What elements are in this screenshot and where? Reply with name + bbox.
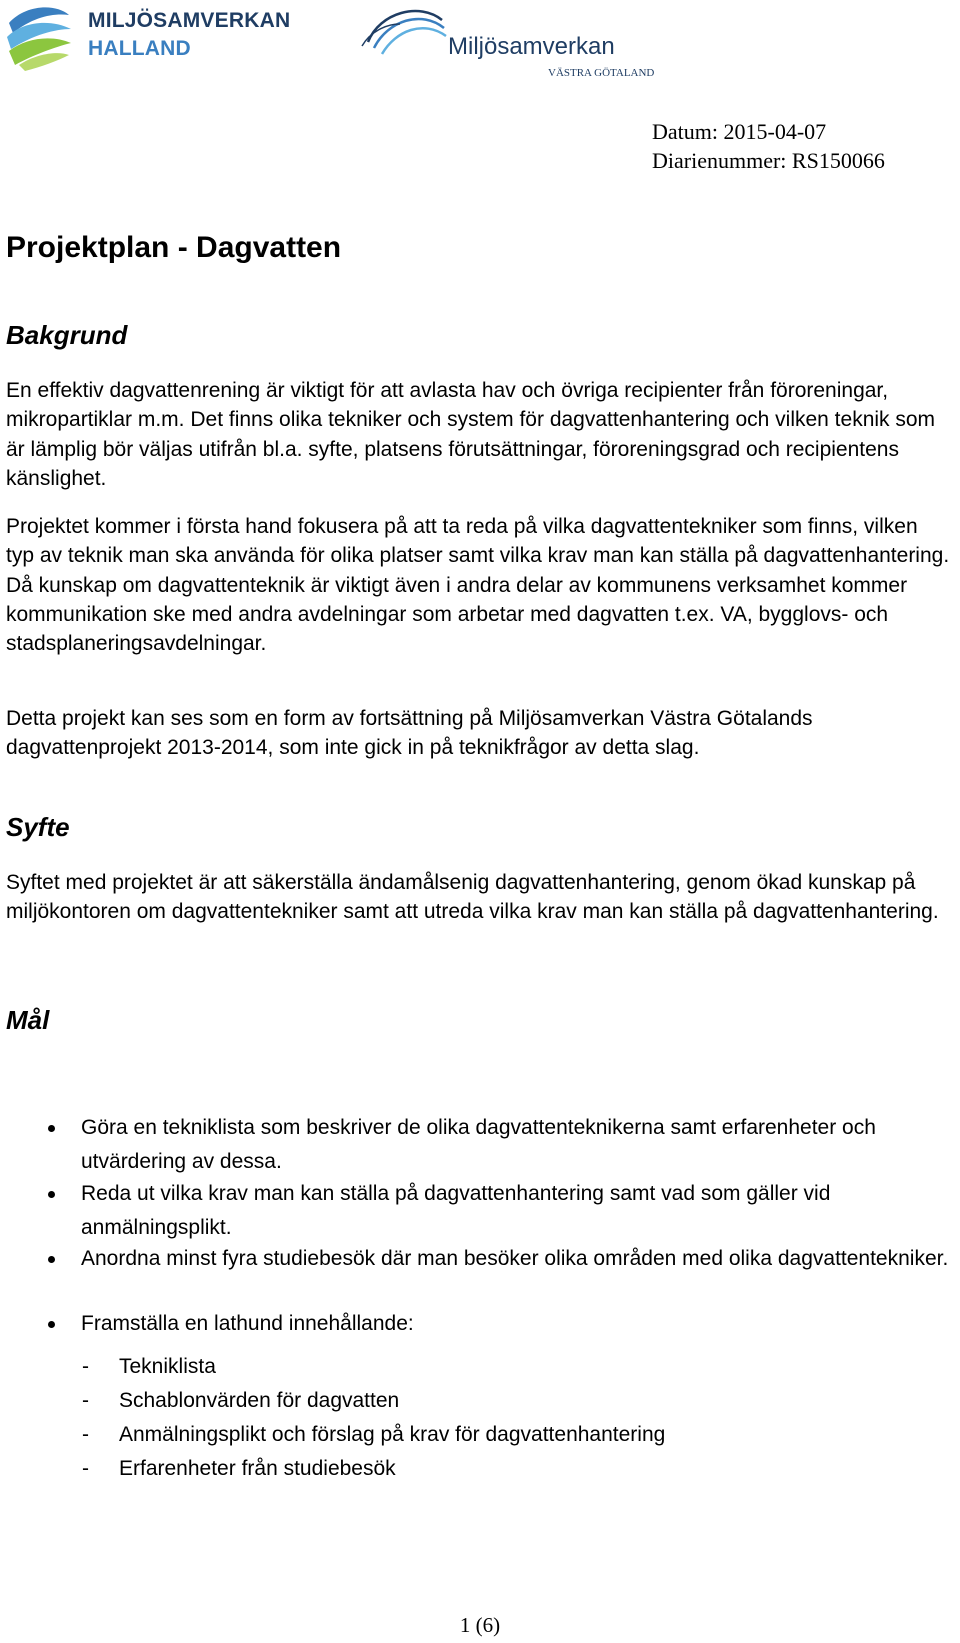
dash-icon: - — [82, 1355, 89, 1378]
list-item — [6, 1307, 951, 1341]
date-value: 2015-04-07 — [723, 119, 827, 144]
bakgrund-paragraph-3: Detta projekt kan ses som en form av fortsättning på Miljösamverkan Västra Götalands dagvattenprojekt 2013-2014, som inte gick in på teknikfrågor av detta slag. — [6, 707, 813, 760]
dash-icon: - — [82, 1389, 89, 1412]
bullet-icon — [48, 1256, 55, 1263]
heading-syfte: Syfte — [6, 812, 70, 842]
goal-text: Göra en tekniklista som beskriver de olika dagvattenteknikerna samt erfarenheter och utvärdering av dessa. — [81, 1116, 876, 1173]
logo-halland-line1: MILJÖSAMVERKAN — [88, 9, 291, 32]
bakgrund-paragraph-2: Projektet kommer i första hand fokusera på att ta reda på vilka dagvattentekniker som finns, vilken typ av teknik man ska använda för olika platser samt vilka krav man kan ställa på dagvattenhantering. Då kunskap om dagvattenteknik är viktigt även i andra delar av kommunens verksamhet kommer kommunikation ske med andra avdelningar som arbetar med dagvatten t.ex. VA, bygglovs- och stadsplaneringsavdelningar. — [6, 515, 950, 656]
goal-list — [6, 1111, 951, 1341]
goal-text: Reda ut vilka krav man kan ställa på dagvattenhantering samt vad som gäller vid anmälningsplikt. — [81, 1182, 831, 1239]
logo-miljosamverkan-halland — [3, 1, 293, 73]
logo-vg-region: VÄSTRA GÖTALAND — [548, 67, 655, 79]
list-item — [6, 1242, 951, 1307]
list-item — [6, 1350, 906, 1384]
list-item — [6, 1111, 951, 1177]
swirl-emblem-icon — [360, 2, 450, 64]
logo-halland-line2: HALLAND — [88, 37, 191, 60]
heading-bakgrund: Bakgrund — [6, 320, 128, 350]
date-label: Datum: — [652, 119, 718, 144]
subitem-text: Erfarenheter från studiebesök — [119, 1457, 396, 1480]
bullet-icon — [48, 1191, 55, 1198]
goal-text: Framställa en lathund innehållande: — [81, 1312, 414, 1335]
dash-icon: - — [82, 1423, 89, 1446]
list-item — [6, 1177, 951, 1242]
list-item — [6, 1452, 906, 1486]
bullet-icon — [48, 1321, 55, 1328]
bullet-icon — [48, 1125, 55, 1132]
logo-miljosamverkan-vastra-gotaland — [360, 2, 680, 80]
subitem-text: Schablonvärden för dagvatten — [119, 1389, 400, 1412]
lathund-sublist — [6, 1350, 906, 1486]
document-meta — [652, 117, 885, 175]
diary-value: RS150066 — [791, 148, 885, 173]
goal-text: Anordna minst fyra studiebesök där man besöker olika områden med olika dagvattentekniker. — [81, 1247, 949, 1270]
subitem-text: Anmälningsplikt och förslag på krav för dagvattenhantering — [119, 1423, 666, 1446]
syfte-paragraph: Syftet med projektet är att säkerställa ändamålsenig dagvattenhantering, genom ökad kunskap på miljökontoren om dagvattentekniker samt att utreda vilka krav man kan ställa på dagvattenhantering. — [6, 871, 939, 924]
page-title: Projektplan - Dagvatten — [6, 231, 342, 264]
heading-mal: Mål — [6, 1005, 50, 1035]
diary-label: Diarienummer: — [652, 148, 787, 173]
dash-icon: - — [82, 1457, 89, 1480]
page-number: 1 (6) — [459, 1613, 501, 1637]
diary-line — [652, 146, 885, 175]
bakgrund-paragraph-1: En effektiv dagvattenrening är viktigt för att avlasta hav och övriga recipienter från föroreningar, mikropartiklar m.m. Det finns olika tekniker och system för dagvattenhantering och vilken teknik som är lämplig bör väljas utifrån bl.a. syfte, platsens förutsättningar, föroreningsgrad och recipientens känslighet. — [6, 379, 936, 490]
subitem-text: Tekniklista — [119, 1355, 216, 1378]
list-item — [6, 1384, 906, 1418]
list-item — [6, 1418, 906, 1452]
halland-emblem-icon — [3, 1, 75, 73]
logo-vg-name: Miljösamverkan — [448, 33, 615, 60]
date-line — [652, 117, 885, 146]
